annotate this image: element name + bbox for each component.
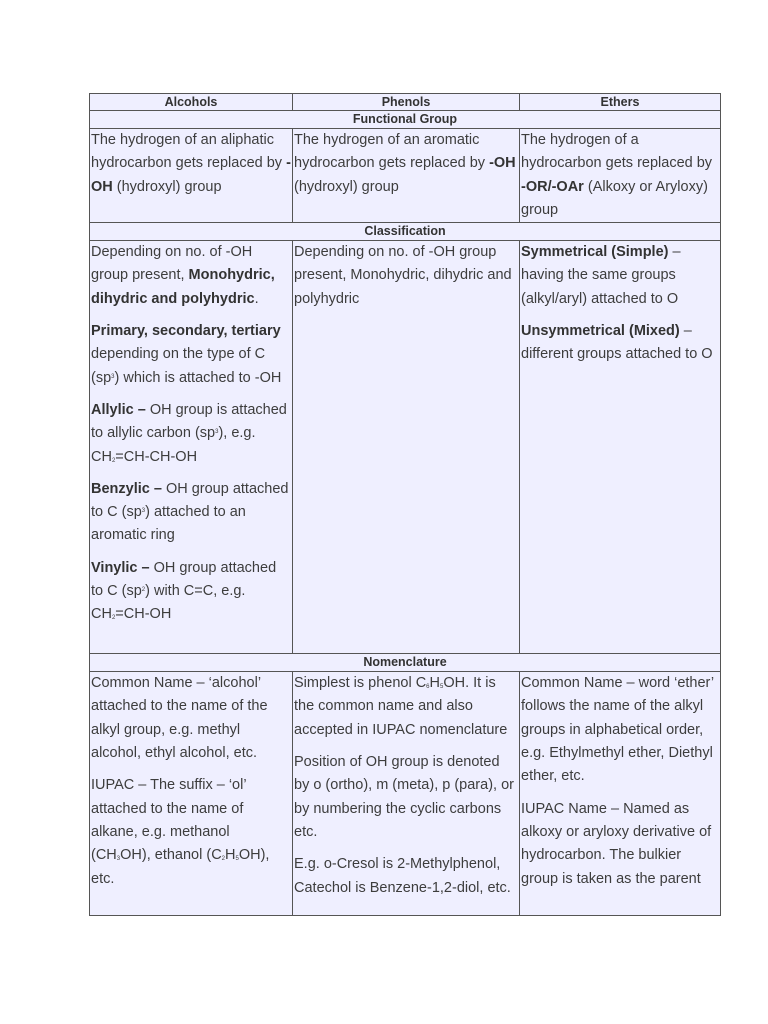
section-classification: Classification xyxy=(90,223,721,241)
section-row xyxy=(90,654,721,672)
section-functional-group: Functional Group xyxy=(90,111,721,129)
table-row xyxy=(90,672,721,916)
table-row xyxy=(90,241,721,654)
paragraph: Primary, secondary, tertiary depending on the type of C $(sp^3)$ which is attached to -OH xyxy=(91,323,282,386)
paragraph: Depending on no. of -OH group present, Monohydric, dihydric and polyhydric xyxy=(294,244,512,307)
column-header-phenols: Phenols xyxy=(293,94,520,111)
cell-phenols-functional-group: The hydrogen of an aromatic hydrocarbon gets replaced by -OH (hydroxyl) group xyxy=(293,129,520,223)
cell-ethers-functional-group: The hydrogen of a hydrocarbon gets replaced by -OR/-OAr (Alkoxy or Aryloxy) group xyxy=(520,129,721,223)
column-header-ethers: Ethers xyxy=(520,94,721,111)
cell-phenols-nomenclature xyxy=(293,672,520,916)
column-header-alcohols: Alcohols xyxy=(90,94,293,111)
cell-ethers-classification xyxy=(520,241,721,654)
paragraph: IUPAC – The suffix – ‘ol’ attached to the name of alkane, e.g. methanol $(CH_3OH)$, ethanol $(C_2H_5OH)$, etc. xyxy=(91,777,270,887)
cell-alcohols-functional-group: The hydrogen of an aliphatic hydrocarbon gets replaced by -OH (hydroxyl) group xyxy=(90,129,293,223)
paragraph: Allylic – OH group is attached to allylic carbon $(sp^3)$, e.g. $CH_2=CH-CH-OH$ xyxy=(91,401,287,465)
section-row xyxy=(90,111,721,129)
paragraph: Simplest is phenol $C_6H_5OH$. It is the common name and also accepted in IUPAC nomenclature xyxy=(294,675,508,738)
paragraph: IUPAC Name – Named as alkoxy or aryloxy derivative of hydrocarbon. The bulkier group is taken as the parent xyxy=(521,800,712,887)
section-row xyxy=(90,223,721,241)
section-nomenclature: Nomenclature xyxy=(90,654,721,672)
paragraph: E.g. o-Cresol is 2-Methylphenol, Catechol is Benzene-1,2-diol, etc. xyxy=(294,856,511,896)
table-row xyxy=(90,129,721,223)
paragraph: Benzylic – OH group attached to C $(sp^3)$ attached to an aromatic ring xyxy=(91,480,289,544)
paragraph: Common Name – word ‘ether’ follows the name of the alkyl groups in alphabetical order, e.g. Ethylmethyl ether, Diethyl ether, etc. xyxy=(521,675,714,785)
paragraph: Symmetrical (Simple) – having the same groups (alkyl/aryl) attached to O xyxy=(521,244,681,307)
paragraph: Unsymmetrical (Mixed) – different groups attached to O xyxy=(521,323,713,363)
paragraph: Vinylic – OH group attached to C $(sp^2)$ with C=C, e.g. $CH_2=CH-OH$ xyxy=(91,559,277,623)
cell-alcohols-classification xyxy=(90,241,293,654)
comparison-table xyxy=(89,93,721,916)
header-row xyxy=(90,94,721,111)
paragraph: Position of OH group is denoted by o (ortho), m (meta), p (para), or by numbering the cyclic carbons etc. xyxy=(294,754,514,840)
cell-phenols-classification xyxy=(293,241,520,654)
paragraph: Depending on no. of -OH group present, Monohydric, dihydric and polyhydric. xyxy=(91,244,275,307)
cell-alcohols-nomenclature xyxy=(90,672,293,916)
paragraph: Common Name – ‘alcohol’ attached to the name of the alkyl group, e.g. methyl alcohol, ethyl alcohol, etc. xyxy=(91,675,268,762)
cell-ethers-nomenclature xyxy=(520,672,721,916)
